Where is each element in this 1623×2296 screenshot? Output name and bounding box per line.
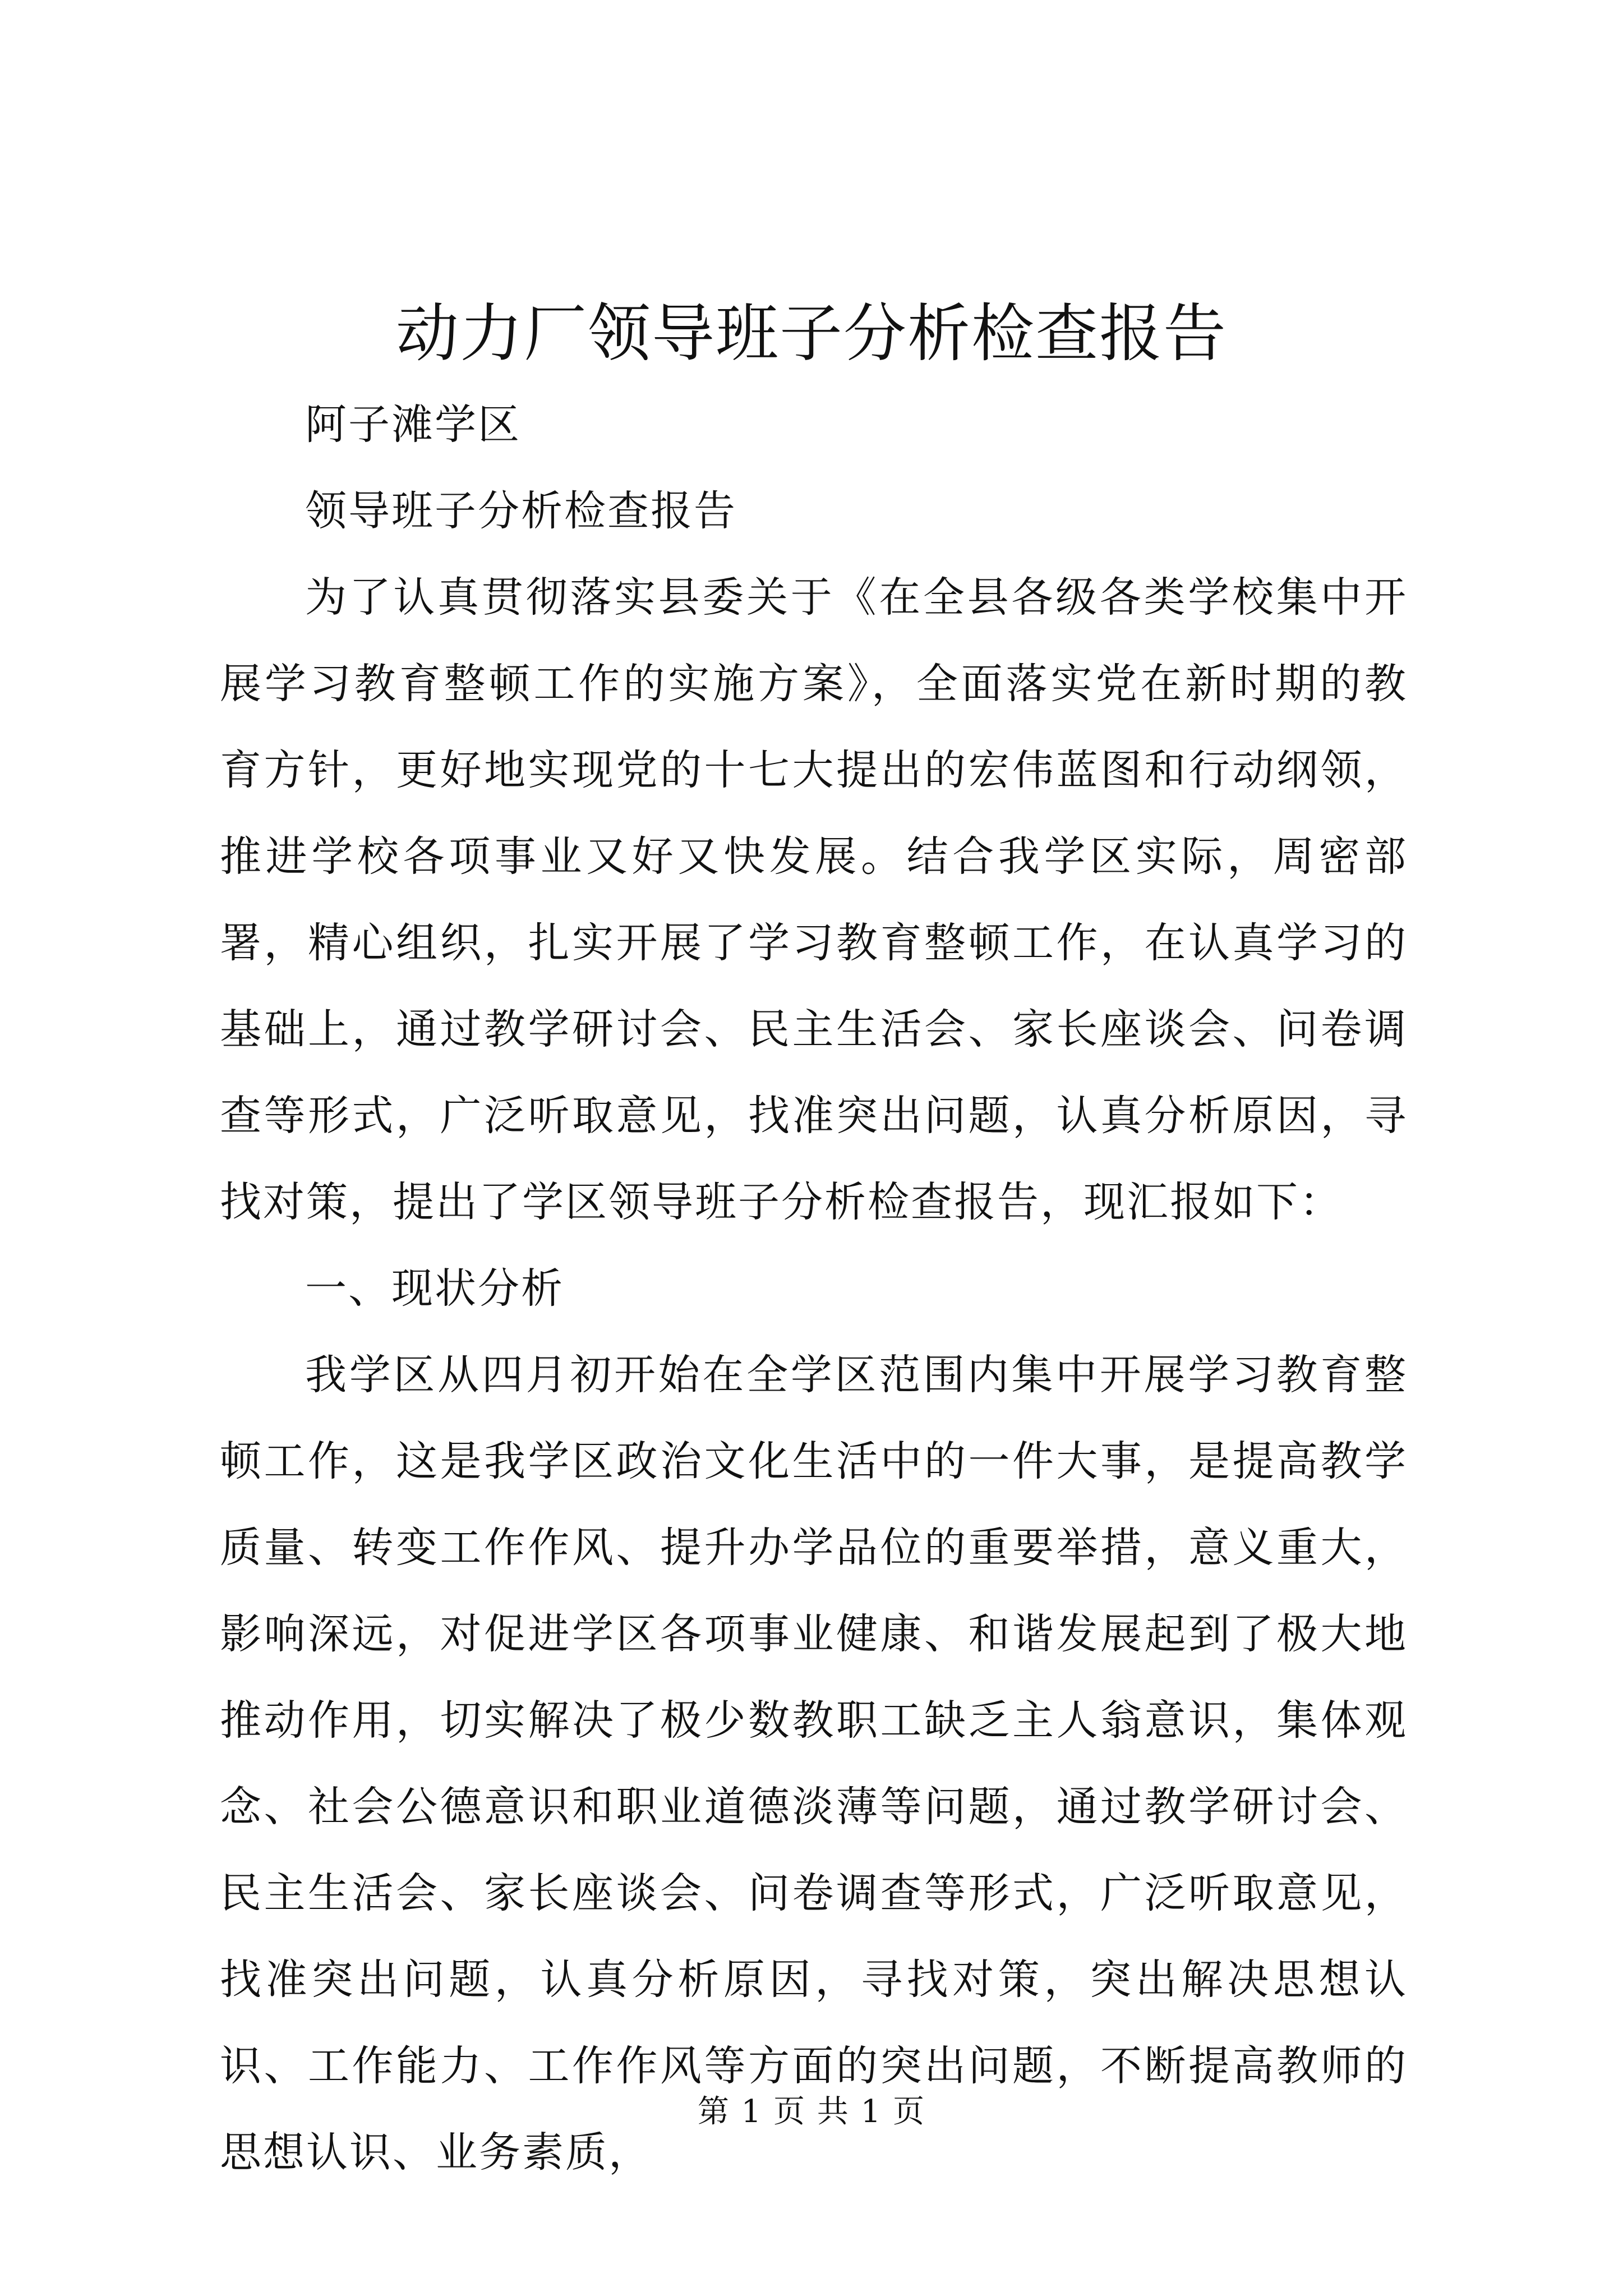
paragraph-introduction: 为了认真贯彻落实县委关于《在全县各级各类学校集中开展学习教育整顿工作的实施方案》，全面落实党在新时期的教育方针，更好地实现党的十七大提出的宏伟蓝图和行动纲领，推进学校各项事业又好又快发展。结合我学区实际，周密部署，精心组织，扎实开展了学习教育整顿工作，在认真学习的基础上，通过教学研讨会、民主生活会、家长座谈会、问卷调查等形式，广泛听取意见，找准突出问题，认真分析原因，寻找对策，提出了学区领导班子分析检查报告，现汇报如下： [220, 573, 1408, 1226]
section-heading-status-analysis: 一、现状分析 [305, 1264, 564, 1313]
paragraph-school-district: 阿子滩学区 [305, 401, 521, 449]
paragraph-status-analysis: 我学区从四月初开始在全学区范围内集中开展学习教育整顿工作，这是我学区政治文化生活中的一件大事，是提高教学质量、转变工作作风、提升办学品位的重要举措，意义重大，影响深远，对促进学区各项事业健康、和谐发展起到了极大地推动作用，切实解决了极少数教职工缺乏主人翁意识，集体观念、社会公德意识和职业道德淡薄等问题，通过教学研讨会、民主生活会、家长座谈会、问卷调查等形式，广泛听取意见，找准突出问题，认真分析原因，寻找对策，突出解决思想认识、工作能力、工作作风等方面的突出问题，不断提高教师的思想认识、业务素质， [220, 1351, 1408, 2177]
document-body [220, 381, 1408, 2196]
page-footer: 第 1 页 共 1 页 [697, 2093, 926, 2130]
paragraph-report-subtitle: 领导班子分析检查报告 [305, 487, 737, 535]
document-title: 动力厂领导班子分析检查报告 [396, 297, 1227, 370]
